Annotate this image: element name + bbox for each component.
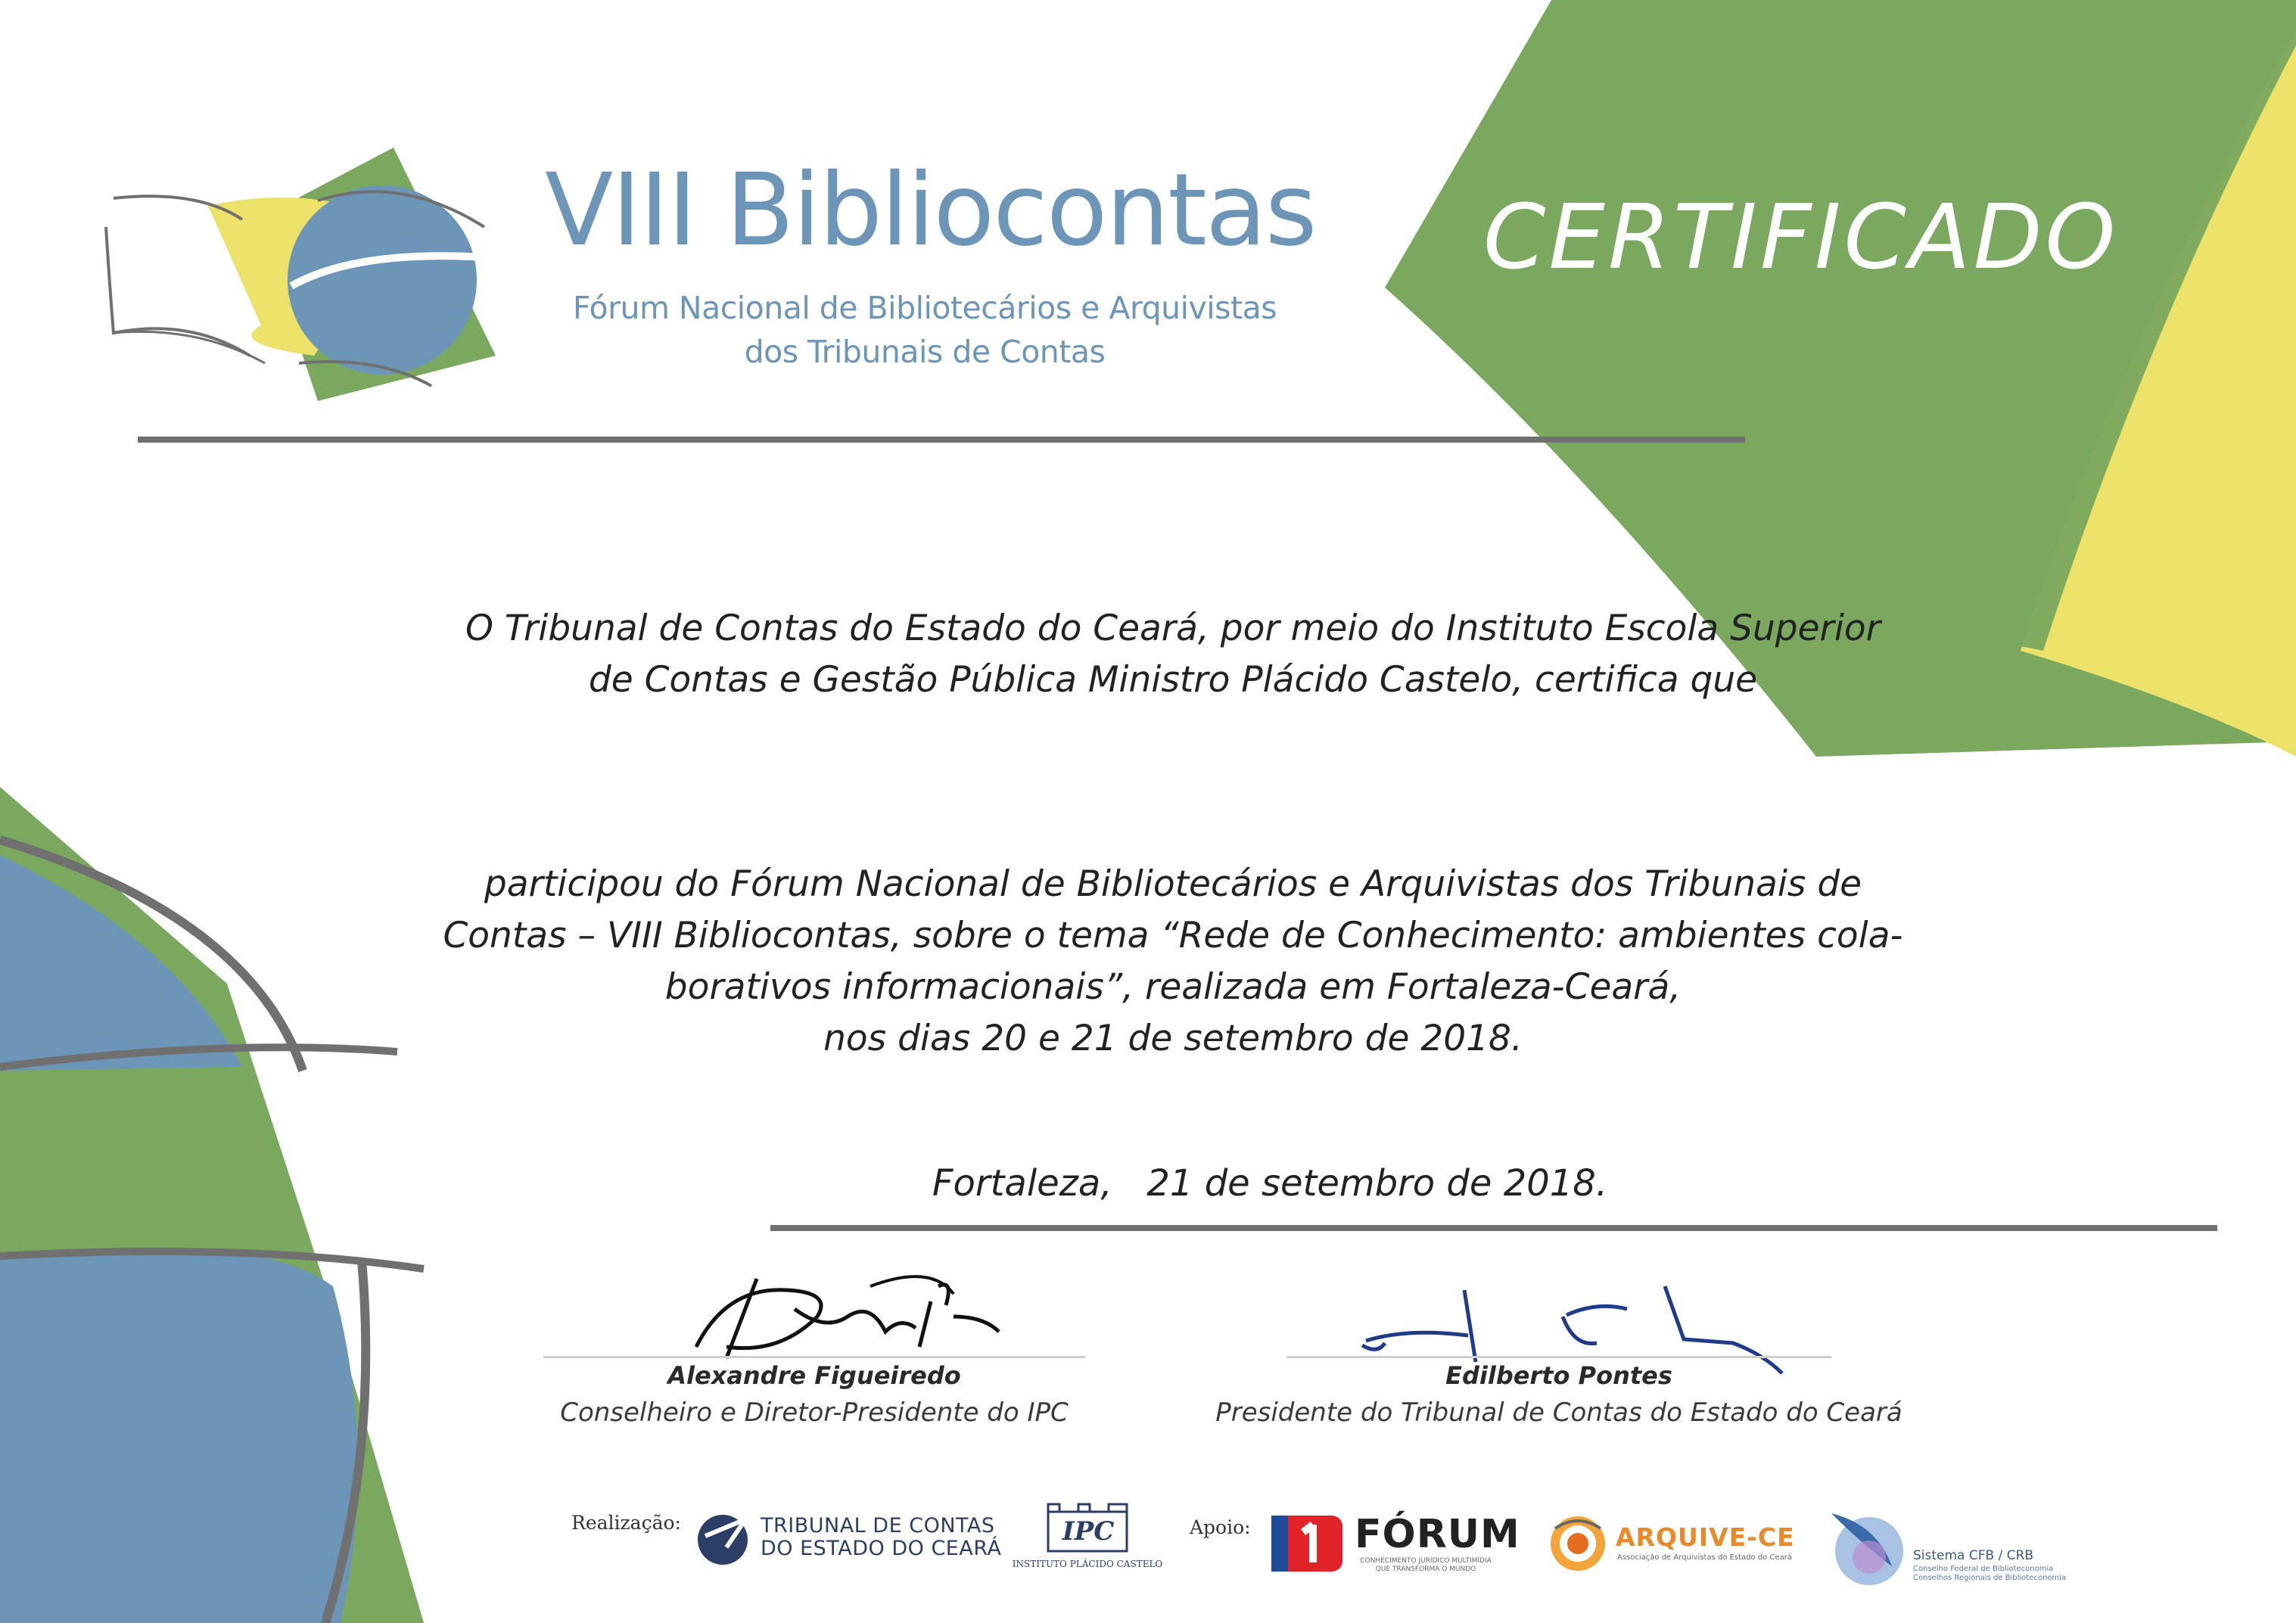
issue-date <box>770 1158 1769 1209</box>
ipc-name: INSTITUTO PLÁCIDO CASTELO <box>1012 1559 1163 1569</box>
event-subtitle-line-1: Fórum Nacional de Bibliotecários e Arquivistas <box>572 290 1277 326</box>
tce-name-line-2: DO ESTADO DO CEARÁ <box>761 1537 1002 1560</box>
signer-name-2: Edilberto Pontes <box>1445 1361 1672 1390</box>
forum-logo-icon <box>1271 1516 1342 1572</box>
participation-line-2: Contas – VIII Bibliocontas, sobre o tema “Rede de Conhecimento: ambientes cola- <box>443 915 1903 956</box>
tce-logo-icon <box>698 1515 748 1565</box>
arquive-ce-logo-icon <box>1551 1516 1605 1571</box>
participation-line-3: borativos informacionais”, realizada em Fortaleza-Ceará, <box>664 966 1682 1008</box>
signer-name-1: Alexandre Figueiredo <box>667 1361 961 1390</box>
participation-line-1: participou do Fórum Nacional de Bibliotecários e Arquivistas dos Tribunais de <box>484 863 1862 905</box>
signature-alexandre-figueiredo <box>696 1276 999 1358</box>
tce-name <box>761 1515 1001 1560</box>
signer-role-2: Presidente do Tribunal de Contas do Estado do Ceará <box>1215 1398 1902 1428</box>
intro-line-1: O Tribunal de Contas do Estado do Ceará, por meio do Instituto Escola Superior <box>465 608 1881 649</box>
certificate-title: CERTIFICADO <box>1483 185 2119 289</box>
event-subtitle <box>530 286 1320 374</box>
signature-line-2 <box>1286 1356 1831 1358</box>
arquive-title: ARQUIVE-CE <box>1616 1522 1795 1552</box>
realizacao-label: Realização: <box>571 1512 681 1534</box>
intro-line-2: de Contas e Gestão Pública Ministro Plácido Castelo, certifica que <box>588 659 1758 701</box>
participation-paragraph <box>378 859 1968 1065</box>
ipc-abbr: IPC <box>1062 1516 1115 1547</box>
event-subtitle-line-2: dos Tribunais de Contas <box>744 334 1106 370</box>
cfb-subtitle-line-2: Conselhos Regionais de Biblioteconomia <box>1913 1574 2067 1582</box>
tce-name-line-1: TRIBUNAL DE CONTAS <box>761 1514 995 1537</box>
apoio-label: Apoio: <box>1190 1516 1251 1538</box>
open-book-globe-logo-icon <box>106 148 496 401</box>
intro-paragraph <box>378 603 1968 706</box>
forum-title: FÓRUM <box>1355 1512 1520 1557</box>
forum-subtitle-line-2: QUE TRANSFORMA O MUNDO <box>1375 1565 1476 1573</box>
cfb-subtitle <box>1913 1565 2066 1583</box>
cfb-title: Sistema CFB / CRB <box>1913 1548 2034 1563</box>
issue-date-value: 21 de setembro de 2018. <box>1146 1162 1608 1205</box>
blue-bottom-left-lower-shape <box>0 1248 358 1623</box>
cfb-crb-logo-icon <box>1831 1513 1903 1585</box>
cfb-subtitle-line-1: Conselho Federal de Biblioteconomia <box>1913 1565 2054 1573</box>
date-divider <box>770 1225 2217 1231</box>
forum-subtitle <box>1350 1557 1501 1574</box>
signer-role-1: Conselheiro e Diretor-Presidente do IPC <box>560 1398 1069 1428</box>
signature-line-1 <box>543 1356 1085 1358</box>
arquive-subtitle: Associação de Arquivistas do Estado do Ceará <box>1617 1553 1792 1562</box>
participation-line-4: nos dias 20 e 21 de setembro de 2018. <box>823 1018 1523 1059</box>
event-title: VIII Bibliocontas <box>545 152 1316 269</box>
header-divider <box>138 437 1745 443</box>
forum-subtitle-line-1: CONHECIMENTO JURÍDICO MULTIMÍDIA <box>1360 1557 1492 1565</box>
issue-place: Fortaleza, <box>932 1162 1112 1205</box>
